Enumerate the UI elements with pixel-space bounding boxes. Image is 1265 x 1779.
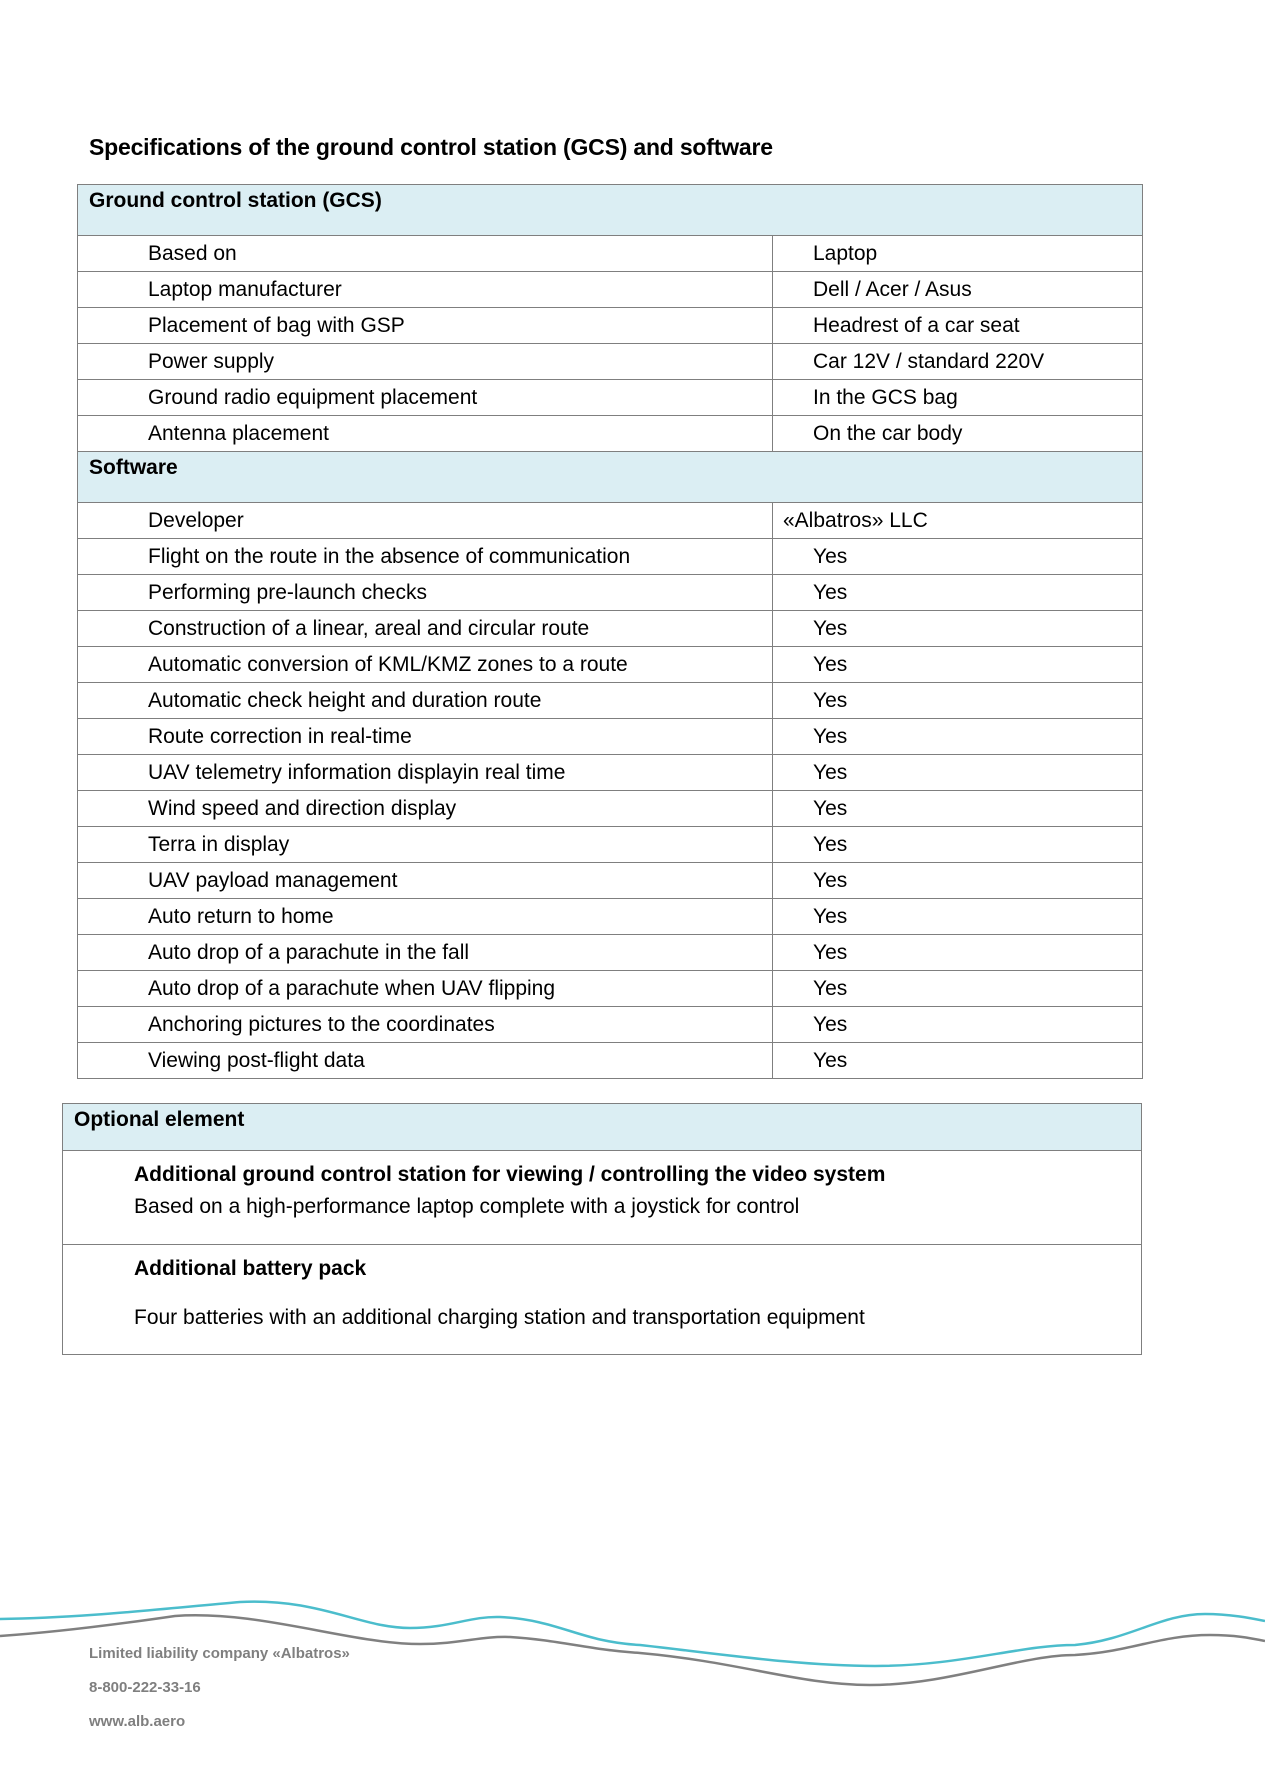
optional-item-title: Additional ground control station for viewing / controlling the video system (134, 1163, 886, 1186)
table-row (78, 416, 1143, 452)
spec-label: Based on (78, 236, 773, 272)
table-row (78, 272, 1143, 308)
spec-value: Yes (773, 827, 1143, 863)
optional-elements-table (62, 1103, 1142, 1355)
spec-label: Terra in display (78, 827, 773, 863)
spec-value: On the car body (773, 416, 1143, 452)
section-heading: Ground control station (GCS) (78, 185, 1143, 236)
optional-item (63, 1151, 1142, 1245)
spec-label: Performing pre-launch checks (78, 575, 773, 611)
spec-label: Placement of bag with GSP (78, 308, 773, 344)
spec-value: Dell / Acer / Asus (773, 272, 1143, 308)
table-row (78, 344, 1143, 380)
table-row (78, 791, 1143, 827)
optional-item-description: Based on a high-performance laptop complete with a joystick for control (134, 1195, 800, 1218)
spec-value: Yes (773, 863, 1143, 899)
spec-label: Flight on the route in the absence of communication (78, 539, 773, 575)
spec-value: Yes (773, 611, 1143, 647)
spec-value: Headrest of a car seat (773, 308, 1143, 344)
spec-label: Anchoring pictures to the coordinates (78, 1007, 773, 1043)
spec-value: Yes (773, 539, 1143, 575)
spec-value: In the GCS bag (773, 380, 1143, 416)
spec-value: Laptop (773, 236, 1143, 272)
table-row (78, 236, 1143, 272)
footer-company: Limited liability company «Albatros» (89, 1645, 350, 1662)
spec-label: Antenna placement (78, 416, 773, 452)
table-row (78, 575, 1143, 611)
table-row (78, 827, 1143, 863)
table-row (78, 1007, 1143, 1043)
spec-value: Yes (773, 719, 1143, 755)
spec-label: Developer (78, 503, 773, 539)
table-row (78, 539, 1143, 575)
section-header (78, 185, 1143, 236)
spec-label: Viewing post-flight data (78, 1043, 773, 1079)
spec-label: Automatic conversion of KML/KMZ zones to a route (78, 647, 773, 683)
table-row (78, 647, 1143, 683)
spec-label: Auto return to home (78, 899, 773, 935)
section-heading: Optional element (63, 1104, 1142, 1151)
section-header-optional (63, 1104, 1142, 1151)
table-row (78, 863, 1143, 899)
table-row (78, 611, 1143, 647)
spec-value: Yes (773, 647, 1143, 683)
spec-value: Yes (773, 899, 1143, 935)
spec-label: Power supply (78, 344, 773, 380)
spec-value: Yes (773, 683, 1143, 719)
spec-label: Route correction in real-time (78, 719, 773, 755)
spec-value: Yes (773, 935, 1143, 971)
optional-item-title: Additional battery pack (134, 1257, 367, 1280)
spec-value: Yes (773, 791, 1143, 827)
spec-value: Yes (773, 1043, 1143, 1079)
footer-website[interactable]: www.alb.aero (89, 1713, 186, 1730)
spec-value: Yes (773, 1007, 1143, 1043)
spec-label: Laptop manufacturer (78, 272, 773, 308)
spec-label: Auto drop of a parachute in the fall (78, 935, 773, 971)
spec-value: Yes (773, 575, 1143, 611)
spec-label: UAV payload management (78, 863, 773, 899)
section-heading: Software (78, 452, 1143, 503)
spec-label: Wind speed and direction display (78, 791, 773, 827)
table-row (78, 971, 1143, 1007)
footer-phone: 8-800-222-33-16 (89, 1679, 201, 1696)
table-row (78, 380, 1143, 416)
table-row (78, 755, 1143, 791)
section-header (78, 452, 1143, 503)
table-row (78, 308, 1143, 344)
table-row (78, 899, 1143, 935)
optional-item (63, 1245, 1142, 1355)
spec-value: Yes (773, 755, 1143, 791)
table-row (78, 1043, 1143, 1079)
table-row (78, 935, 1143, 971)
table-row (78, 503, 1143, 539)
spec-value: Yes (773, 971, 1143, 1007)
spec-label: Ground radio equipment placement (78, 380, 773, 416)
table-row (78, 719, 1143, 755)
spec-label: Automatic check height and duration route (78, 683, 773, 719)
spec-label: UAV telemetry information displayin real time (78, 755, 773, 791)
spec-value: «Albatros» LLC (773, 503, 1143, 539)
spec-value: Car 12V / standard 220V (773, 344, 1143, 380)
specifications-table (77, 184, 1143, 1079)
spec-label: Construction of a linear, areal and circular route (78, 611, 773, 647)
table-row (78, 683, 1143, 719)
spec-label: Auto drop of a parachute when UAV flipping (78, 971, 773, 1007)
optional-item-description: Four batteries with an additional charging station and transportation equipment (134, 1306, 865, 1329)
page-title: Specifications of the ground control station (GCS) and software (89, 134, 773, 160)
